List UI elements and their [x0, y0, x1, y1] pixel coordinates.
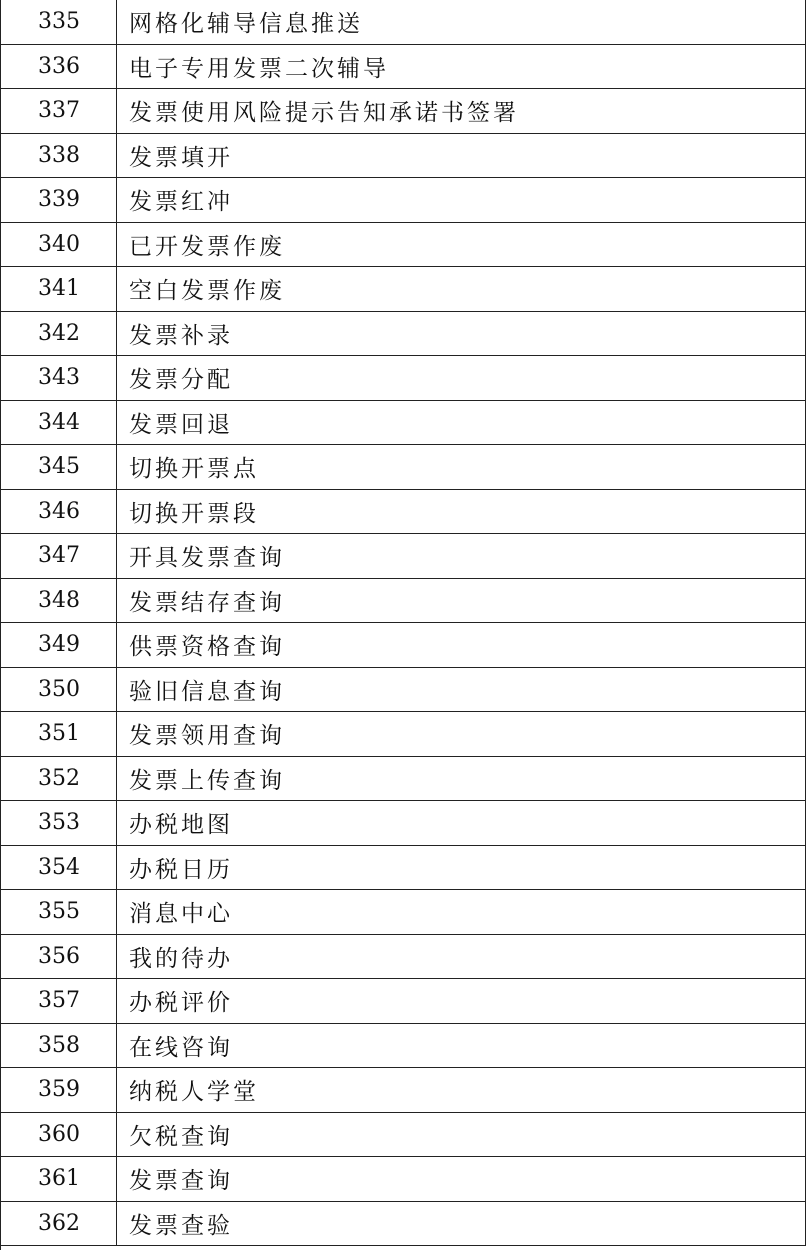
row-number: 361	[0, 1157, 117, 1201]
row-number: 349	[0, 623, 117, 667]
service-name: 供票资格查询	[117, 623, 806, 667]
service-name: 切换开票段	[117, 490, 806, 534]
row-number: 357	[0, 979, 117, 1023]
table-row	[0, 1024, 806, 1069]
service-name: 欠税查询	[117, 1113, 806, 1157]
row-number: 354	[0, 846, 117, 890]
service-name: 电子专用发票二次辅导	[117, 45, 806, 89]
service-name: 发票查验	[117, 1202, 806, 1246]
row-number: 353	[0, 801, 117, 845]
service-name: 验旧信息查询	[117, 668, 806, 712]
row-number: 345	[0, 445, 117, 489]
table-row	[0, 623, 806, 668]
service-name: 开具发票查询	[117, 534, 806, 578]
service-name: 办税地图	[117, 801, 806, 845]
table-row	[0, 801, 806, 846]
table-row	[0, 534, 806, 579]
table-row	[0, 846, 806, 891]
table-row	[0, 712, 806, 757]
table-row	[0, 1068, 806, 1113]
row-number: 358	[0, 1024, 117, 1068]
service-name: 发票填开	[117, 134, 806, 178]
row-number: 335	[0, 0, 117, 44]
table-row	[0, 668, 806, 713]
service-name: 在线咨询	[117, 1024, 806, 1068]
row-number: 344	[0, 401, 117, 445]
row-number: 346	[0, 490, 117, 534]
service-name: 空白发票作废	[117, 267, 806, 311]
table-row	[0, 267, 806, 312]
table-row	[0, 1157, 806, 1202]
table-row	[0, 935, 806, 980]
service-name: 发票使用风险提示告知承诺书签署	[117, 89, 806, 133]
table-row	[0, 979, 806, 1024]
table-row	[0, 757, 806, 802]
table-row	[0, 1113, 806, 1158]
service-name: 发票领用查询	[117, 712, 806, 756]
table-row	[0, 45, 806, 90]
table-row	[0, 89, 806, 134]
service-name: 已开发票作废	[117, 223, 806, 267]
service-name: 发票查询	[117, 1157, 806, 1201]
row-number: 350	[0, 668, 117, 712]
row-number: 339	[0, 178, 117, 222]
row-number: 356	[0, 935, 117, 979]
row-number: 352	[0, 757, 117, 801]
service-name: 纳税人学堂	[117, 1068, 806, 1112]
table-row	[0, 312, 806, 357]
table-row	[0, 890, 806, 935]
row-number: 348	[0, 579, 117, 623]
row-number: 338	[0, 134, 117, 178]
service-name: 发票补录	[117, 312, 806, 356]
table-row	[0, 445, 806, 490]
service-name: 发票结存查询	[117, 579, 806, 623]
table-row	[0, 490, 806, 535]
service-name: 我的待办	[117, 935, 806, 979]
row-number: 341	[0, 267, 117, 311]
row-number: 351	[0, 712, 117, 756]
table-left-border	[0, 0, 1, 1250]
service-name: 网格化辅导信息推送	[117, 0, 806, 44]
table-row	[0, 579, 806, 624]
table-row	[0, 223, 806, 268]
row-number: 340	[0, 223, 117, 267]
service-name: 发票分配	[117, 356, 806, 400]
service-name: 发票上传查询	[117, 757, 806, 801]
row-number: 337	[0, 89, 117, 133]
row-number: 362	[0, 1202, 117, 1246]
service-name: 发票红冲	[117, 178, 806, 222]
row-number: 336	[0, 45, 117, 89]
table-row	[0, 134, 806, 179]
table-row	[0, 1202, 806, 1247]
service-name: 办税评价	[117, 979, 806, 1023]
row-number: 355	[0, 890, 117, 934]
service-name: 消息中心	[117, 890, 806, 934]
table-row	[0, 178, 806, 223]
table-row	[0, 356, 806, 401]
row-number: 359	[0, 1068, 117, 1112]
service-name: 办税日历	[117, 846, 806, 890]
row-number: 343	[0, 356, 117, 400]
service-name: 切换开票点	[117, 445, 806, 489]
row-number: 347	[0, 534, 117, 578]
row-number: 342	[0, 312, 117, 356]
service-name: 发票回退	[117, 401, 806, 445]
table-row	[0, 0, 806, 45]
row-number: 360	[0, 1113, 117, 1157]
table-row	[0, 401, 806, 446]
